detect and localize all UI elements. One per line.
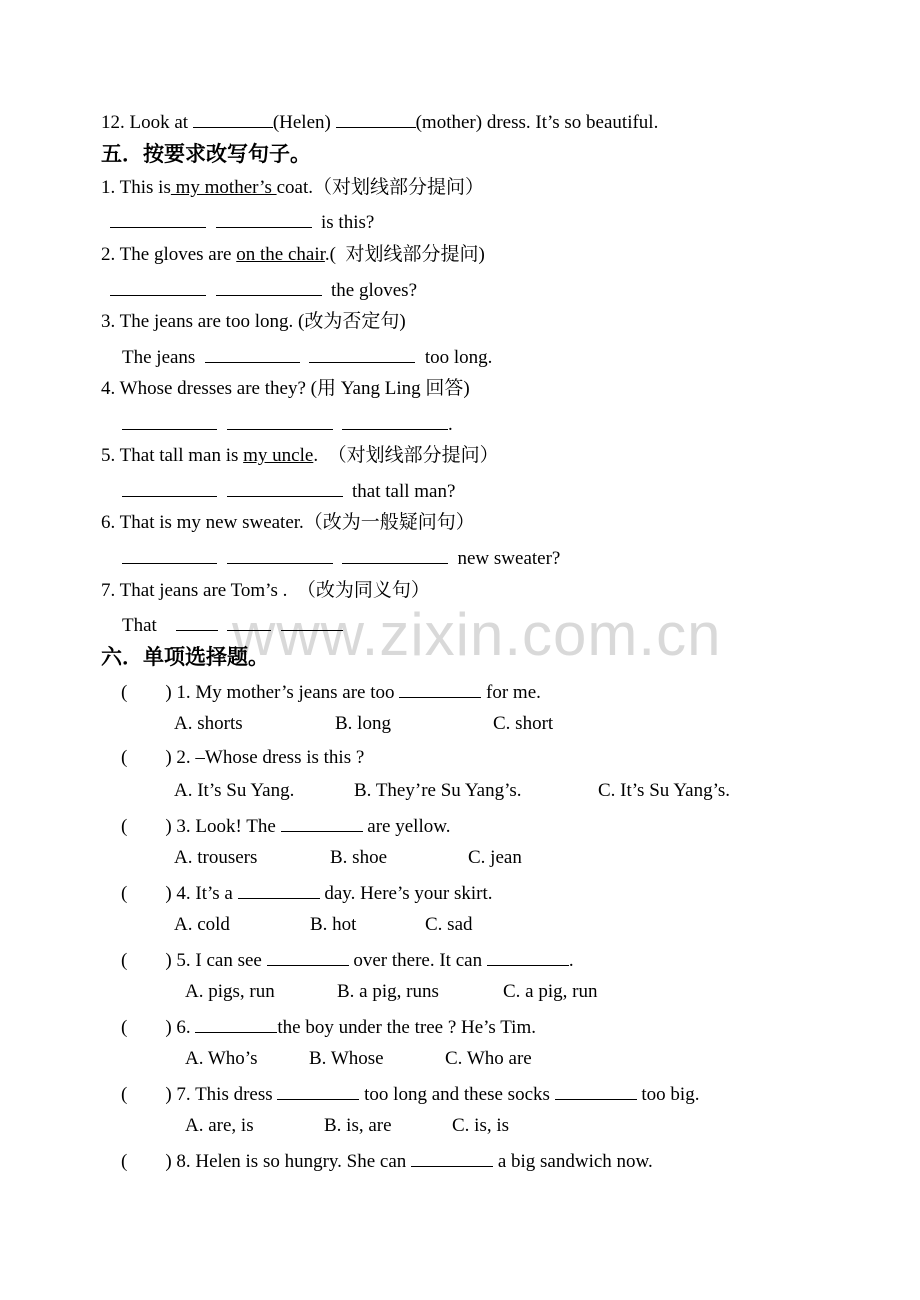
mc-option[interactable]: A. It’s Su Yang. [174,780,295,801]
s5-q1: 1. This is my mother’s coat.（对划线部分提问） [101,177,484,198]
mc-option[interactable]: A. are, is [185,1115,254,1136]
s5-q2: 2. The gloves are on the chair.( 对划线部分提问) [101,244,485,265]
s5-q3-answer[interactable]: The jeans too long. [122,344,492,370]
mc-question-6: ( ) 6. the boy under the tree ? He’s Tim. [121,1014,536,1040]
mc-option[interactable]: B. Whose [309,1048,384,1069]
s5-q3: 3. The jeans are too long. (改为否定句) [101,311,406,332]
s5-q4-answer[interactable]: . [122,411,453,437]
mc-question-3: ( ) 3. Look! The are yellow. [121,813,450,839]
answer-paren[interactable]: ( ) [121,883,172,904]
mc-question-1: ( ) 1. My mother’s jeans are too for me. [121,679,541,705]
mc-question-8: ( ) 8. Helen is so hungry. She can a big sandwich now. [121,1148,653,1174]
mc-option[interactable]: B. They’re Su Yang’s. [354,780,522,801]
mc-question-4: ( ) 4. It’s a day. Here’s your skirt. [121,880,493,906]
s5-q6: 6. That is my new sweater.（改为一般疑问句） [101,512,475,533]
mc-option[interactable]: B. shoe [330,847,387,868]
s5-q6-answer[interactable]: new sweater? [122,545,560,571]
answer-paren[interactable]: ( ) [121,682,172,703]
s5-q5-answer[interactable]: that tall man? [122,478,455,504]
mc-question-5: ( ) 5. I can see over there. It can . [121,947,574,973]
question-12: 12. Look at (Helen) (mother) dress. It’s so beautiful. [101,109,658,135]
mc-option[interactable]: C. short [493,713,554,734]
mc-option[interactable]: C. is, is [452,1115,510,1136]
mc-option[interactable]: B. long [335,713,391,734]
mc-option[interactable]: C. jean [468,847,522,868]
answer-paren[interactable]: ( ) [121,1151,172,1172]
mc-option[interactable]: A. shorts [174,713,243,734]
mc-question-7: ( ) 7. This dress too long and these socks too big. [121,1081,699,1107]
mc-option[interactable]: C. Who are [445,1048,532,1069]
mc-option[interactable]: A. Who’s [185,1048,258,1069]
s5-q4: 4. Whose dresses are they? (用 Yang Ling 回答) [101,378,470,399]
s5-q1-answer[interactable]: is this? [110,209,374,235]
mc-option[interactable]: A. cold [174,914,230,935]
answer-paren[interactable]: ( ) [121,816,172,837]
mc-option[interactable]: B. hot [310,914,357,935]
s5-q5: 5. That tall man is my uncle. （对划线部分提问） [101,445,499,466]
section-5-heading: 五．按要求改写句子。 [101,142,311,166]
mc-option[interactable]: C. sad [425,914,473,935]
answer-paren[interactable]: ( ) [121,747,172,768]
mc-option[interactable]: B. is, are [324,1115,392,1136]
mc-option[interactable]: C. It’s Su Yang’s. [598,780,730,801]
watermark: www.zixin.com.cn [232,601,722,668]
section-6-heading: 六．单项选择题。 [101,645,269,669]
mc-option[interactable]: C. a pig, run [503,981,598,1002]
s5-q7-answer[interactable]: That [122,612,343,638]
mc-option[interactable]: A. pigs, run [185,981,275,1002]
mc-option[interactable]: A. trousers [174,847,258,868]
answer-paren[interactable]: ( ) [121,1084,172,1105]
s5-q7: 7. That jeans are Tom’s . （改为同义句） [101,580,430,601]
s5-q2-answer[interactable]: the gloves? [110,277,417,303]
answer-paren[interactable]: ( ) [121,950,172,971]
mc-question-2: ( ) 2. –Whose dress is this ? [121,747,365,768]
mc-option[interactable]: B. a pig, runs [337,981,439,1002]
answer-paren[interactable]: ( ) [121,1017,172,1038]
